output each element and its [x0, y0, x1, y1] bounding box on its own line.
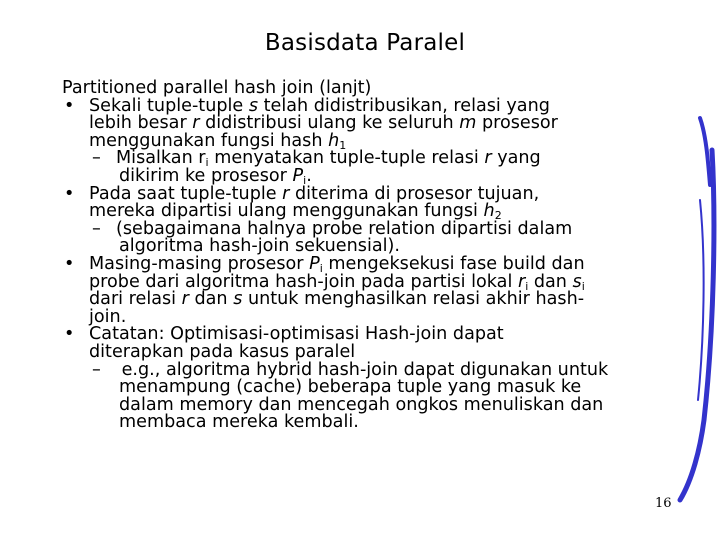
text: menggunakan fungsi hash [89, 130, 329, 151]
var-r: r [517, 271, 526, 292]
bullet-glyph: • [64, 253, 75, 274]
text: lebih besar [89, 113, 193, 134]
text: menampung (cache) beberapa tuple yang masuk ke [119, 377, 582, 398]
text: Pada saat tuple-tuple [89, 183, 283, 204]
subscript: 1 [339, 138, 347, 152]
bullet-4-sub-line-4 [62, 414, 662, 432]
bullet-glyph: • [64, 324, 75, 345]
var-s: s [233, 289, 243, 310]
subscript: 2 [494, 209, 502, 223]
var-r: r [192, 113, 200, 134]
text: dikirim ke prosesor [119, 165, 293, 186]
text: diterapkan pada kasus paralel [89, 341, 356, 362]
var-r: r [181, 289, 189, 310]
text: algoritma hash-join sekuensial). [119, 236, 400, 257]
text: telah didistribusikan, relasi yang [258, 95, 550, 116]
text: yang [491, 148, 541, 169]
text: diterima di prosesor tujuan, [289, 183, 540, 204]
dash-glyph: – [92, 359, 101, 380]
text: join. [89, 306, 127, 327]
bullet-3-line-3 [62, 291, 662, 309]
bullet-glyph: • [64, 95, 75, 116]
text: Masing-masing prosesor [89, 253, 310, 274]
bullet-glyph: • [64, 183, 75, 204]
page-title: Basisdata Paralel [264, 30, 466, 56]
text: . [306, 165, 312, 186]
text: menyatakan tuple-tuple relasi [208, 148, 485, 169]
subscript: i [581, 279, 585, 293]
text: didistribusi ulang ke seluruh [199, 113, 460, 134]
text: dalam memory dan mencegah ongkos menuliskan dan [119, 394, 604, 415]
text: Misalkan r [116, 148, 206, 169]
text: dan [528, 271, 573, 292]
var-m: m [459, 113, 477, 134]
subscript: i [205, 156, 209, 170]
var-r: r [282, 183, 290, 204]
text: untuk menghasilkan relasi akhir hash- [242, 289, 585, 310]
text: Sekali tuple-tuple [89, 95, 249, 116]
text: dan [188, 289, 234, 310]
text: mereka dipartisi ulang menggunakan fungsi [89, 201, 484, 222]
text: membaca mereka kembali. [119, 412, 359, 433]
var-s: s [248, 95, 258, 116]
text: prosesor [476, 113, 558, 134]
var-s: s [572, 271, 582, 292]
swoosh-stroke-inner [698, 200, 704, 400]
page-number: 16 [655, 496, 672, 511]
text: dari relasi [89, 289, 182, 310]
dash-glyph: – [92, 218, 101, 239]
dash-glyph: – [92, 148, 101, 169]
swoosh-stroke-top [700, 118, 710, 185]
subscript: i [303, 173, 307, 187]
var-r: r [484, 148, 492, 169]
text: (sebagaimana halnya probe relation dipartisi dalam [116, 218, 573, 239]
var-h: h [328, 130, 340, 151]
subscript: i [525, 279, 529, 293]
var-h: h [483, 201, 495, 222]
slide-body [62, 80, 662, 432]
var-P: P [292, 165, 304, 186]
text: probe dari algoritma hash-join pada partisi lokal [89, 271, 518, 292]
subscript: i [319, 261, 323, 275]
heading-line: Partitioned parallel hash join (lanjt) [62, 78, 372, 98]
swoosh-stroke-main [680, 150, 714, 500]
text: mengeksekusi fase build dan [322, 253, 585, 274]
text: Catatan: Optimisasi-optimisasi Hash-join dapat [89, 324, 504, 345]
var-P: P [309, 253, 320, 274]
text: e.g., algoritma hybrid hash-join dapat digunakan untuk [116, 359, 609, 380]
